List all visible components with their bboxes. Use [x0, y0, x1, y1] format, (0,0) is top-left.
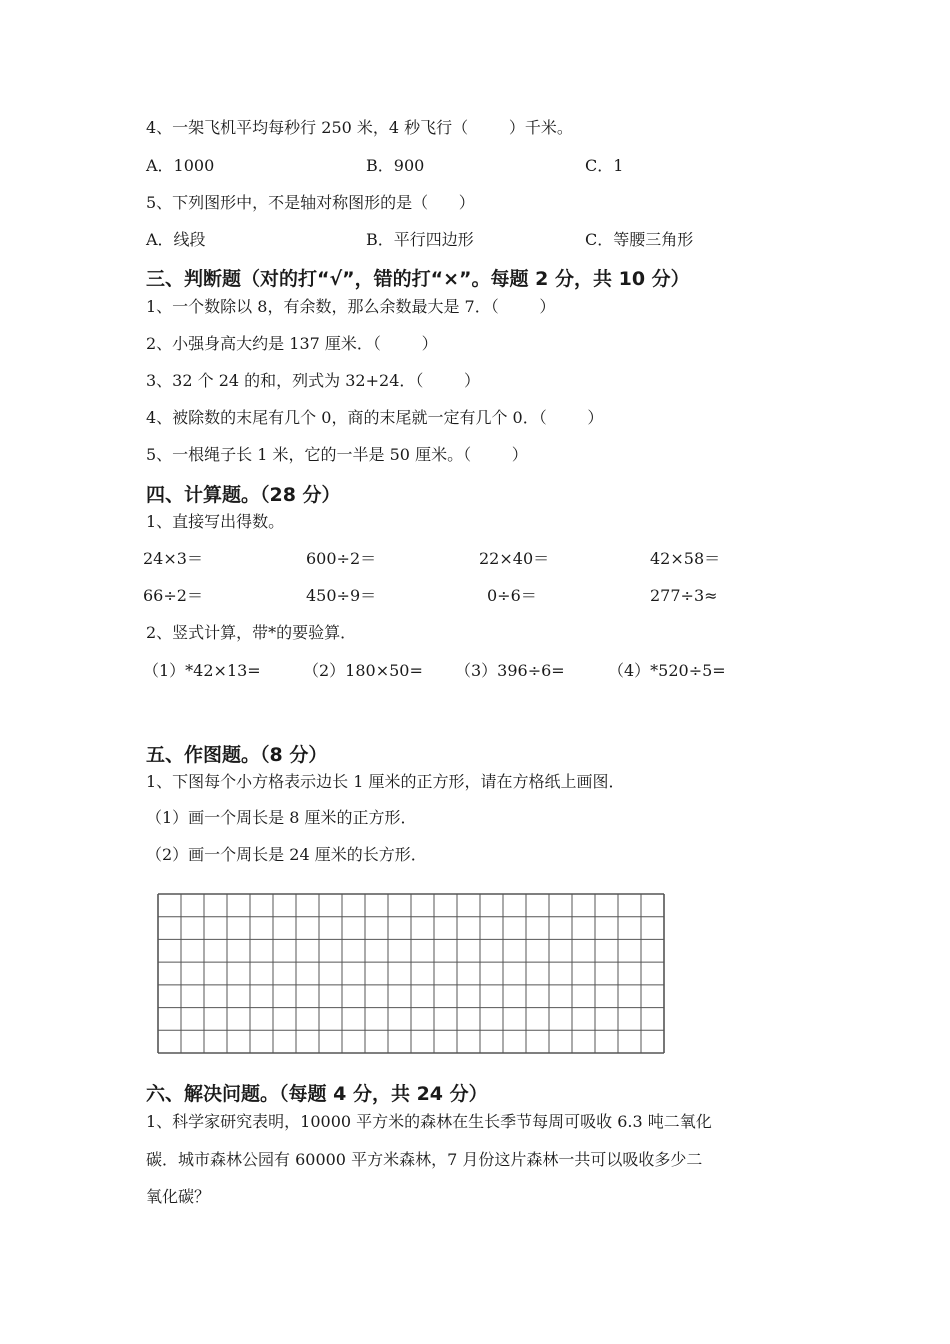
judge-item-3: 3、32 个 24 的和，列式为 32+24．（ ）	[146, 371, 481, 390]
section-draw-title: 五、作图题。（8 分）	[146, 744, 328, 766]
question-5-option-c: C．等腰三角形	[585, 230, 694, 249]
vertical-calc-1: （1）*42×13=	[143, 661, 261, 680]
calc-row2-item-3: 0÷6＝	[487, 586, 537, 605]
solve-q1-line-2: 碳．城市森林公园有 60000 平方米森林，7 月份这片森林一共可以吸收多少二	[146, 1150, 703, 1169]
solve-q1-line-1: 1、科学家研究表明，10000 平方米的森林在生长季节每周可吸收 6.3 吨二氧化	[146, 1112, 712, 1131]
section-calc-title: 四、计算题。（28 分）	[146, 484, 341, 506]
vertical-calc-4: （4）*520÷5=	[608, 661, 726, 680]
solve-q1-line-3: 氧化碳？	[146, 1187, 211, 1206]
calc-row2-item-2: 450÷9＝	[306, 586, 377, 605]
vertical-calc-2: （2）180×50=	[303, 661, 423, 680]
draw-part-2: （2）画一个周长是 24 厘米的长方形．	[146, 845, 427, 864]
draw-description: 1、下图每个小方格表示边长 1 厘米的正方形，请在方格纸上画图．	[146, 772, 625, 791]
question-5-option-a: A．线段	[146, 230, 206, 249]
judge-item-5: 5、一根绳子长 1 米，它的一半是 50 厘米。（ ）	[146, 445, 528, 464]
question-5-option-b: B．平行四边形	[366, 230, 474, 249]
judge-item-4: 4、被除数的末尾有几个 0，商的末尾就一定有几个 0．（ ）	[146, 408, 604, 427]
section-solve-title: 六、解决问题。（每题 4 分，共 24 分）	[146, 1083, 488, 1105]
vertical-calc-3: （3）396÷6=	[455, 661, 565, 680]
question-4-option-b: B．900	[366, 156, 425, 175]
judge-item-2: 2、小强身高大约是 137 厘米．（ ）	[146, 334, 438, 353]
calc-sub-1: 1、直接写出得数。	[146, 512, 285, 531]
calc-row1-item-1: 24×3＝	[143, 549, 203, 568]
question-4-option-c: C．1	[585, 156, 624, 175]
section-judge-title: 三、判断题（对的打“√”，错的打“×”。每题 2 分，共 10 分）	[146, 268, 690, 290]
judge-item-1: 1、一个数除以 8，有余数，那么余数最大是 7．（ ）	[146, 297, 556, 316]
calc-row1-item-3: 22×40＝	[479, 549, 550, 568]
draw-part-1: （1）画一个周长是 8 厘米的正方形．	[146, 808, 417, 827]
calc-row2-item-1: 66÷2＝	[143, 586, 203, 605]
calc-row1-item-2: 600÷2＝	[306, 549, 377, 568]
calc-row2-item-4: 277÷3≈	[650, 586, 718, 605]
question-4-stem: 4、一架飞机平均每秒行 250 米，4 秒飞行（ ）千米。	[146, 118, 573, 137]
question-5-stem: 5、下列图形中，不是轴对称图形的是（ ）	[146, 193, 475, 212]
calc-row1-item-4: 42×58＝	[650, 549, 721, 568]
square-grid-paper[interactable]	[157, 893, 665, 1054]
calc-sub-2: 2、竖式计算，带*的要验算．	[146, 623, 357, 642]
question-4-option-a: A．1000	[146, 156, 215, 175]
